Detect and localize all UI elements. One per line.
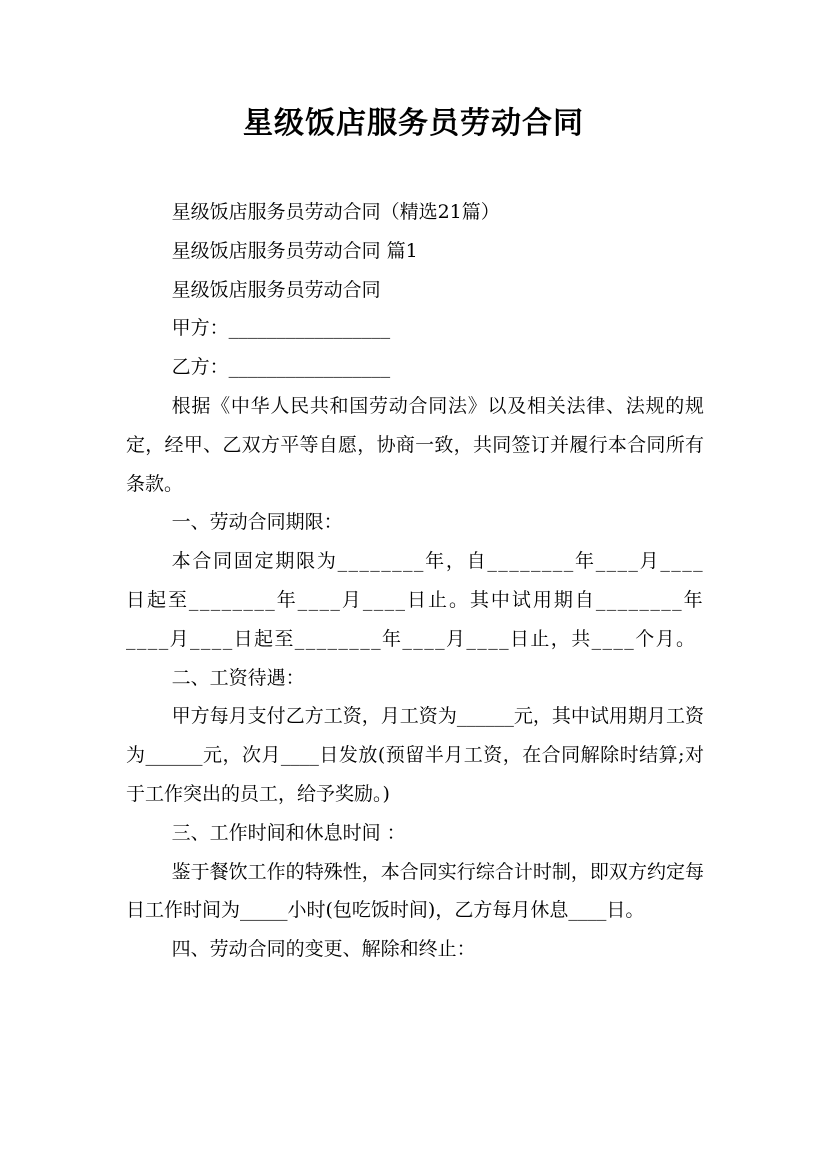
paragraph-clause-4-heading: 四、劳动合同的变更、解除和终止： (171, 938, 476, 961)
paragraph-clause-3-heading: 三、工作时间和休息时间 ： (171, 821, 406, 844)
document-title: 星级饭店服务员劳动合同 (243, 106, 584, 141)
paragraph-section-heading: 星级饭店服务员劳动合同 篇1 (171, 239, 418, 262)
paragraph-party-b: 乙方：_________________ (171, 356, 391, 379)
paragraph-party-a: 甲方：_________________ (171, 317, 391, 340)
paragraph-clause-3-body: 鉴于餐饮工作的特殊性，本合同实行综合计时制，即双方约定每日工作时间为_____小时(包吃饭时间)，乙方每月休息____日。 (126, 860, 704, 922)
paragraph-preamble: 根据《中华人民共和国劳动合同法》以及相关法律、法规的规定，经甲、乙双方平等自愿，协商一致，共同签订并履行本合同所有条款。 (126, 394, 704, 495)
paragraph-clause-1-heading: 一、劳动合同期限： (171, 511, 343, 534)
document-body (126, 193, 704, 969)
paragraph-clause-2-body: 甲方每月支付乙方工资，月工资为______元，其中试用期月工资为______元，次月____日发放(预留半月工资，在合同解除时结算;对于工作突出的员工，给予奖励。) (126, 705, 704, 805)
paragraph-subtitle: 星级饭店服务员劳动合同（精选21篇） (171, 201, 500, 223)
paragraph-clause-1-body: 本合同固定期限为________年，自________年____月____日起至________年____月____日止。其中试用期自________年____月____日起至________年____月____日止，共____个月。 (126, 550, 704, 650)
paragraph-contract-name: 星级饭店服务员劳动合同 (171, 278, 381, 301)
paragraph-clause-2-heading: 二、工资待遇： (171, 666, 305, 689)
